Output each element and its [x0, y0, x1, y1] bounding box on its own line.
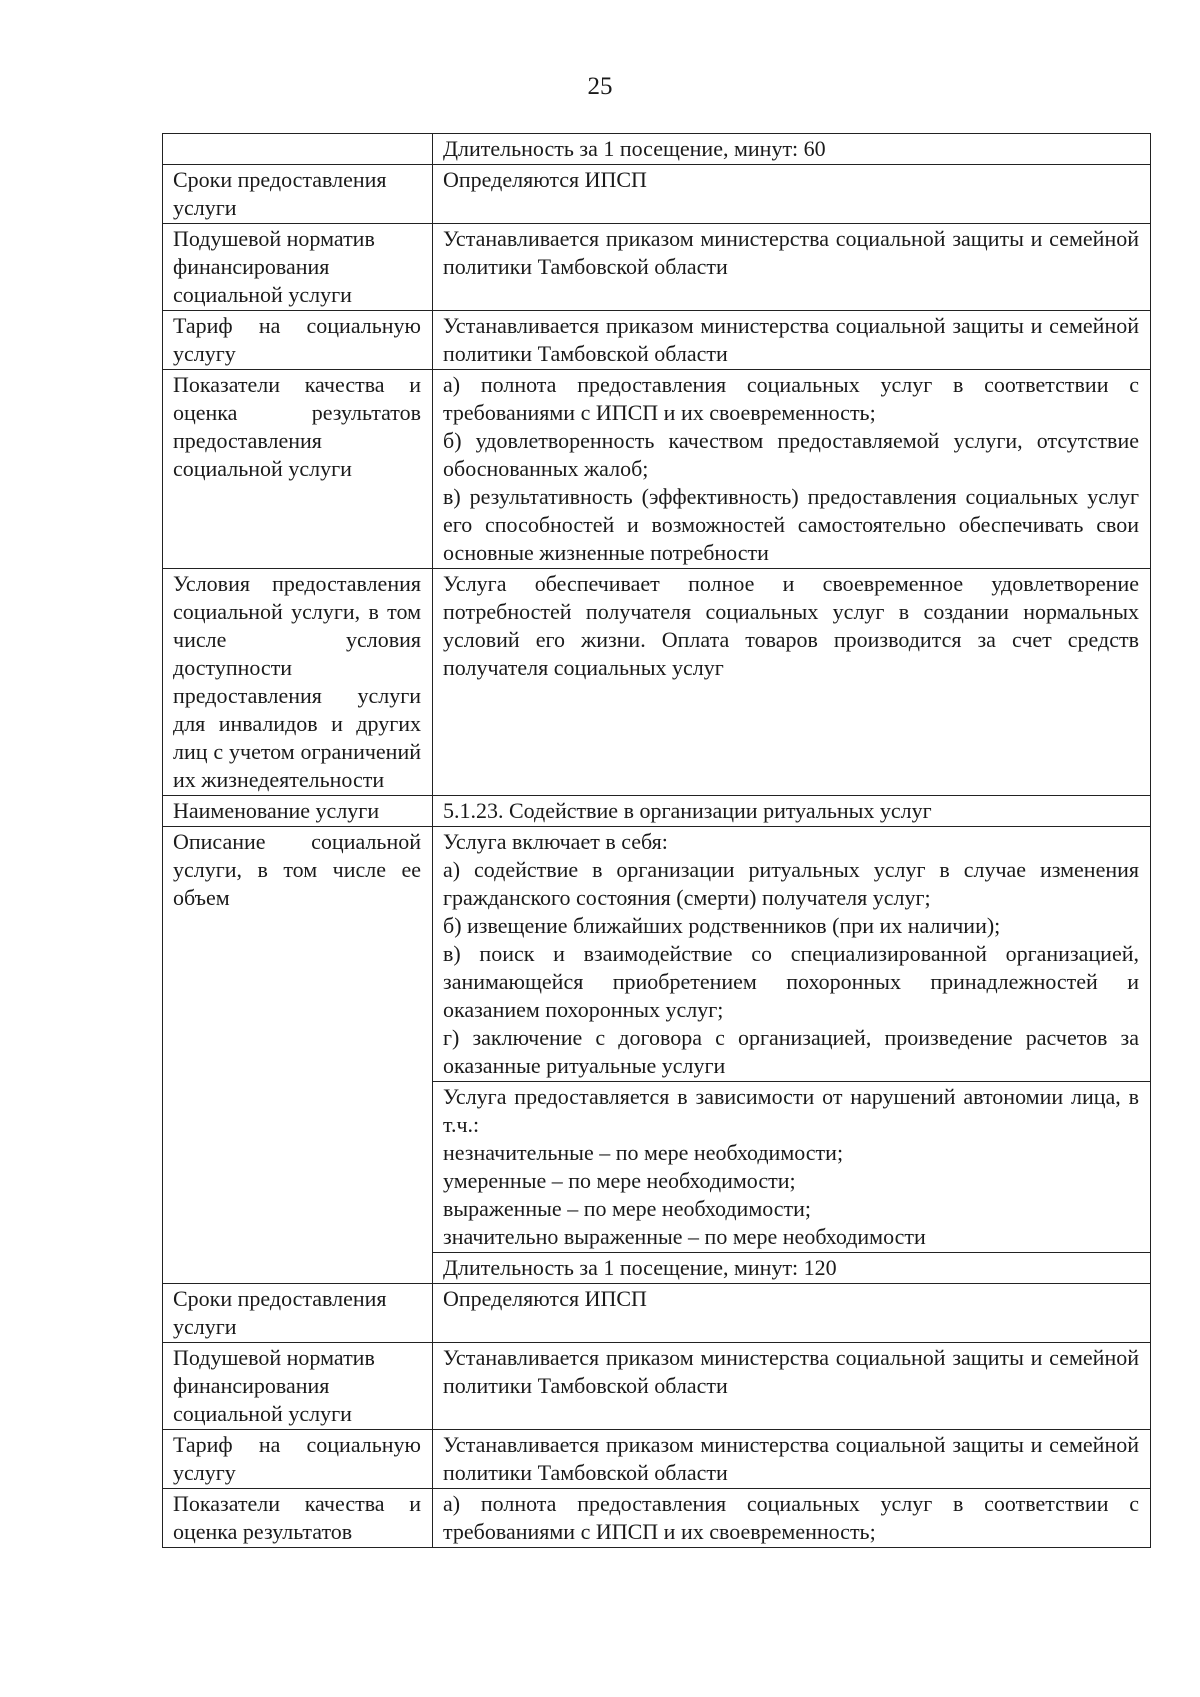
value-line: Длительность за 1 посещение, минут: 120: [443, 1255, 837, 1280]
row-label: Показатели качества и оценка результатов предоставления социальной услуги: [163, 370, 433, 569]
page-number: 25: [587, 73, 613, 100]
row-label: Описание социальной услуги, в том числе ее объем: [163, 827, 433, 1284]
row-value: [433, 796, 1151, 827]
table-row: [163, 370, 1151, 569]
table-row: [163, 165, 1151, 224]
row-value: [433, 1489, 1151, 1548]
value-line: Услуга включает в себя:: [443, 829, 668, 854]
value-line: Устанавливается приказом министерства социальной защиты и семейной политики Тамбовской области: [443, 313, 1139, 366]
row-value: [433, 224, 1151, 311]
value-line: б) удовлетворенность качеством предоставляемой услуги, отсутствие обоснованных жалоб;: [443, 428, 1139, 481]
row-value: [433, 1430, 1151, 1489]
value-line: Услуга обеспечивает полное и своевременное удовлетворение потребностей получателя социальных услуг в создании нормальных условий его жизни. Оплата товаров производится за счет средств получателя социальных услуг: [443, 571, 1139, 680]
value-line: выраженные – по мере необходимости;: [443, 1196, 812, 1221]
table-row: [163, 311, 1151, 370]
value-line: Определяются ИПСП: [443, 167, 647, 192]
value-line: умеренные – по мере необходимости;: [443, 1168, 796, 1193]
value-line: значительно выраженные – по мере необходимости: [443, 1224, 926, 1249]
row-value: [433, 1284, 1151, 1343]
value-line: Услуга предоставляется в зависимости от нарушений автономии лица, в т.ч.:: [443, 1084, 1139, 1137]
value-line: б) извещение ближайших родственников (при их наличии);: [443, 913, 1001, 938]
value-line: в) результативность (эффективность) предоставления социальных услуг его способностей и возможностей самостоятельно обеспечивать свои основные жизненные потребности: [443, 484, 1139, 565]
table-row: [163, 224, 1151, 311]
row-value: [433, 1343, 1151, 1430]
value-line: незначительные – по мере необходимости;: [443, 1140, 844, 1165]
value-line: Устанавливается приказом министерства социальной защиты и семейной политики Тамбовской области: [443, 1432, 1139, 1485]
row-value: [433, 569, 1151, 796]
row-value: [433, 311, 1151, 370]
value-line: Устанавливается приказом министерства социальной защиты и семейной политики Тамбовской области: [443, 226, 1139, 279]
row-value: [433, 827, 1151, 1082]
value-line: Устанавливается приказом министерства социальной защиты и семейной политики Тамбовской области: [443, 1345, 1139, 1398]
row-label: Тариф на социальную услугу: [163, 1430, 433, 1489]
row-value: [433, 165, 1151, 224]
table-row: [163, 1430, 1151, 1489]
row-value: [433, 370, 1151, 569]
row-label: Сроки предоставления услуги: [163, 1284, 433, 1343]
table-row: [163, 827, 1151, 1082]
row-label: Показатели качества и оценка результатов: [163, 1489, 433, 1548]
value-line: 5.1.23. Содействие в организации ритуальных услуг: [443, 798, 932, 823]
row-label: Подушевой норматив финансирования социальной услуги: [163, 224, 433, 311]
row-value: [433, 1082, 1151, 1253]
value-line: а) полнота предоставления социальных услуг в соответствии с требованиями с ИПСП и их своевременность;: [443, 1491, 1139, 1544]
row-label: Сроки предоставления услуги: [163, 165, 433, 224]
service-table: [162, 133, 1151, 1548]
value-line: г) заключение с договора с организацией, произведение расчетов за оказанные ритуальные услуги: [443, 1025, 1139, 1078]
value-line: в) поиск и взаимодействие со специализированной организацией, занимающейся приобретением похоронных принадлежностей и оказанием похоронных услуг;: [443, 941, 1139, 1022]
value-line: Длительность за 1 посещение, минут: 60: [443, 136, 826, 161]
table-row: [163, 1284, 1151, 1343]
table-row: [163, 1343, 1151, 1430]
table-row: [163, 569, 1151, 796]
table-row: [163, 134, 1151, 165]
table-row: [163, 1489, 1151, 1548]
table-row: [163, 796, 1151, 827]
row-label: Условия предоставления социальной услуги, в том числе условия доступности предоставления услуги для инвалидов и других лиц с учетом ограничений их жизнедеятельности: [163, 569, 433, 796]
value-line: а) содействие в организации ритуальных услуг в случае изменения гражданского состояния (смерти) получателя услуг;: [443, 857, 1139, 910]
row-value: [433, 134, 1151, 165]
row-label: Наименование услуги: [163, 796, 433, 827]
row-label: Подушевой норматив финансирования социальной услуги: [163, 1343, 433, 1430]
value-line: а) полнота предоставления социальных услуг в соответствии с требованиями с ИПСП и их своевременность;: [443, 372, 1139, 425]
row-label: [163, 134, 433, 165]
value-line: Определяются ИПСП: [443, 1286, 647, 1311]
row-label: Тариф на социальную услугу: [163, 311, 433, 370]
row-value: [433, 1253, 1151, 1284]
